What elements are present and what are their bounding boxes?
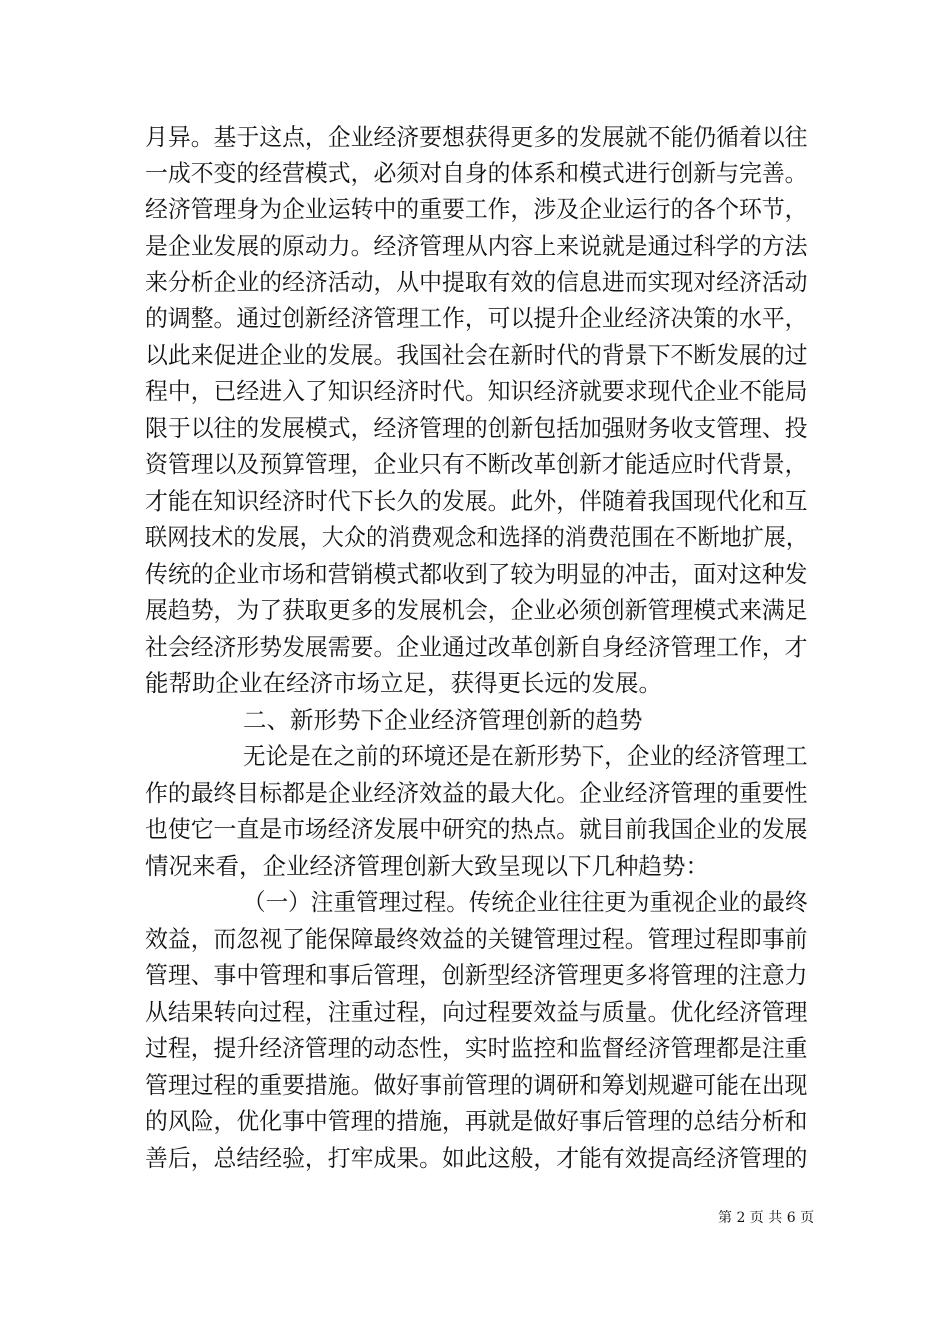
text-line: 限于以往的发展模式，经济管理的创新包括加强财务收支管理、投 <box>145 414 808 442</box>
text-line: 传统的企业市场和营销模式都收到了较为明显的冲击，面对这种发 <box>145 560 808 588</box>
subsection-first-line: （一）注重管理过程。传统企业往往更为重视企业的最终 <box>243 888 808 916</box>
text-line: 资管理以及预算管理，企业只有不断改革创新才能适应时代背景， <box>145 450 808 478</box>
text-line: 善后，总结经验，打牢成果。如此这般，才能有效提高经济管理的 <box>145 1144 808 1172</box>
text-line: 是企业发展的原动力。经济管理从内容上来说就是通过科学的方法 <box>145 232 808 260</box>
text-line: 月异。基于这点，企业经济要想获得更多的发展就不能仍循着以往 <box>145 123 808 151</box>
text-line: 展趋势，为了获取更多的发展机会，企业必须创新管理模式来满足 <box>145 596 808 624</box>
text-line: 的调整。通过创新经济管理工作，可以提升企业经济决策的水平， <box>145 304 808 332</box>
section-heading: 二、新形势下企业经济管理创新的趋势 <box>243 706 643 734</box>
text-line: 能帮助企业在经济市场立足，获得更长远的发展。 <box>145 669 662 697</box>
text-line: 联网技术的发展，大众的消费观念和选择的消费范围在不断地扩展， <box>145 523 808 551</box>
text-line: 效益，而忽视了能保障最终效益的关键管理过程。管理过程即事前 <box>145 925 808 953</box>
text-line: 来分析企业的经济活动，从中提取有效的信息进而实现对经济活动 <box>145 268 808 296</box>
text-line: 的风险，优化事中管理的措施，再就是做好事后管理的总结分析和 <box>145 1107 808 1135</box>
text-line: 一成不变的经营模式，必须对自身的体系和模式进行创新与完善。 <box>145 159 808 187</box>
text-line: 程中，已经进入了知识经济时代。知识经济就要求现代企业不能局 <box>145 377 808 405</box>
text-line: 经济管理身为企业运转中的重要工作，涉及企业运行的各个环节， <box>145 195 808 223</box>
text-line: 情况来看，企业经济管理创新大致呈现以下几种趋势： <box>145 852 709 880</box>
text-line: 以此来促进企业的发展。我国社会在新时代的背景下不断发展的过 <box>145 341 808 369</box>
text-line: 管理、事中管理和事后管理，创新型经济管理更多将管理的注意力 <box>145 961 808 989</box>
text-line: 管理过程的重要措施。做好事前管理的调研和筹划规避可能在出现 <box>145 1071 808 1099</box>
paragraph-first-line: 无论是在之前的环境还是在新形势下，企业的经济管理工 <box>243 742 808 770</box>
text-line: 社会经济形势发展需要。企业通过改革创新自身经济管理工作，才 <box>145 633 808 661</box>
page-number-footer: 第 2 页 共 6 页 <box>718 1210 815 1226</box>
text-line: 过程，提升经济管理的动态性，实时监控和监督经济管理都是注重 <box>145 1034 808 1062</box>
text-line: 作的最终目标都是企业经济效益的最大化。企业经济管理的重要性 <box>145 779 808 807</box>
text-line: 也使它一直是市场经济发展中研究的热点。就目前我国企业的发展 <box>145 815 808 843</box>
text-line: 才能在知识经济时代下长久的发展。此外，伴随着我国现代化和互 <box>145 487 808 515</box>
text-line: 从结果转向过程，注重过程，向过程要效益与质量。优化经济管理 <box>145 998 808 1026</box>
